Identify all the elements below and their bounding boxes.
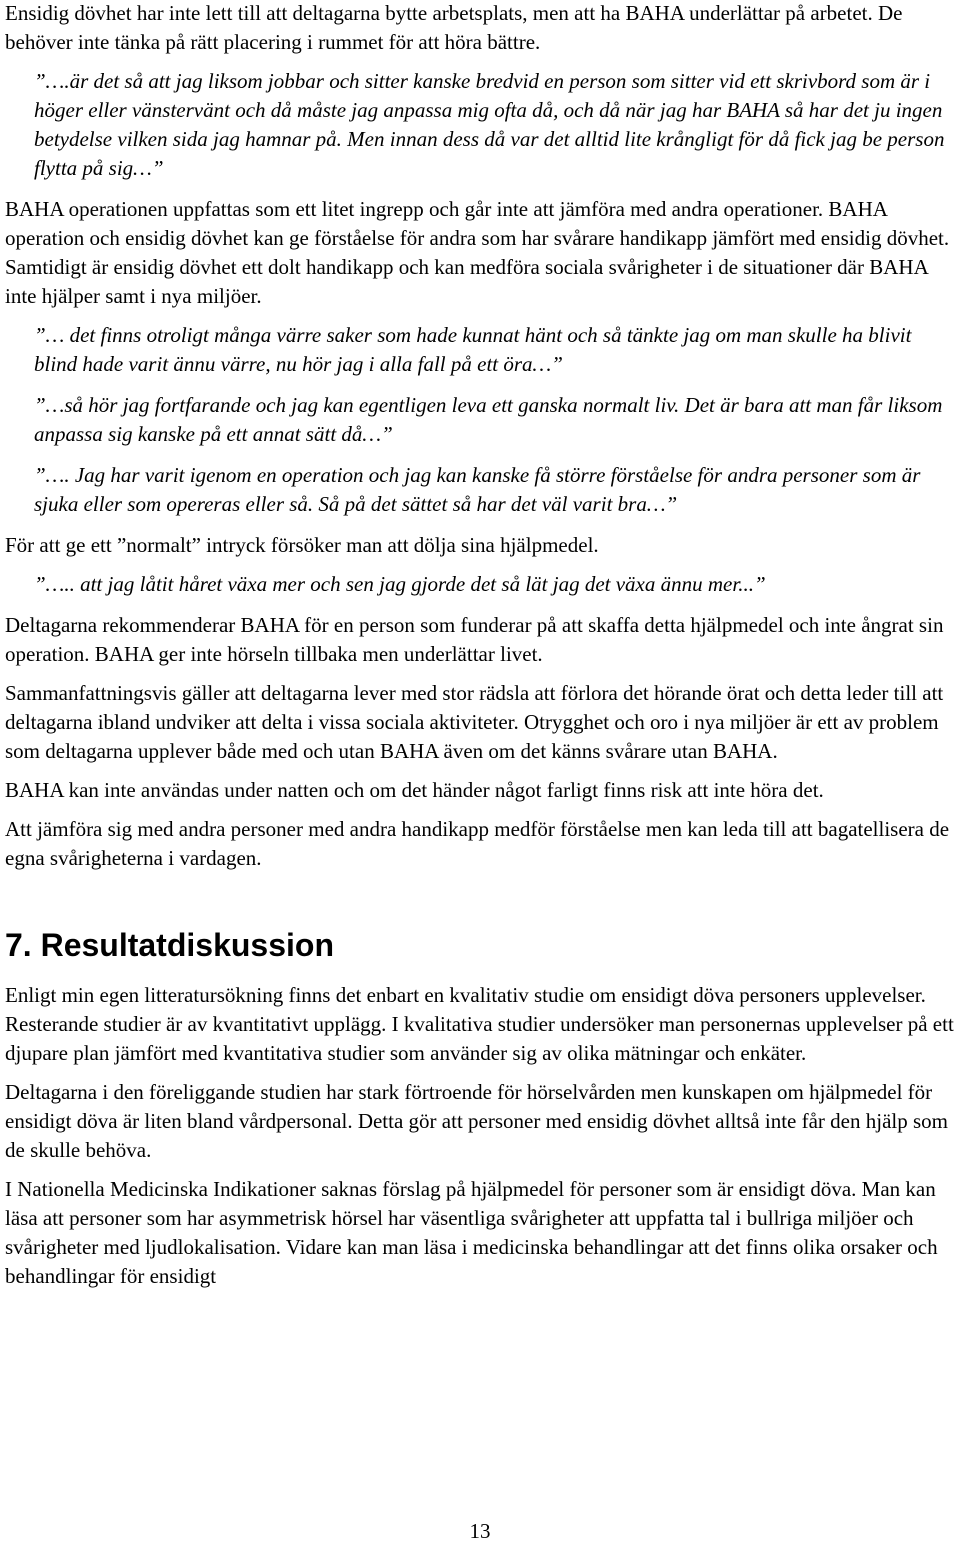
quote-desk-placement: ”….är det så att jag liksom jobbar och sitter kanske bredvid en person som sitter vid ett skrivbord som är i höger eller vänstervänt och då måste jag anpassa mig ofta då, och då när jag har BAHA så har det ju ingen betydelse vilken sida jag hamnar på. Men innan dess då var det alltid lite krångligt för då fick jag be person flytta på sig…” — [34, 69, 945, 180]
quote-normal-life: ”…så hör jag fortfarande och jag kan egentligen leva ett ganska normalt liv. Det är bara att man får liksom anpassa sig kanske på ett annat sätt då…” — [34, 393, 943, 446]
paragraph-hide-aids: För att ge ett ”normalt” intryck försöker man att dölja sina hjälpmedel. — [5, 533, 599, 557]
quote-worse-things: ”… det finns otroligt många värre saker som hade kunnat hänt och så tänkte jag om man skulle ha blivit blind hade varit ännu värre, nu hör jag i alla fall på ett öra…” — [34, 323, 912, 376]
paragraph-literature: Enligt min egen litteratursökning finns det enbart en kvalitativ studie om ensidigt döva personers upplevelser. Resterande studier är av kvantitativt upplägg. I kvalitativa studier undersöker man personernas upplevelser på ett djupare plan jämfört med kvantitativa studier som använder sig av olika mätningar och enkäter. — [5, 983, 954, 1065]
paragraph-indications: I Nationella Medicinska Indikationer saknas förslag på hjälpmedel för personer som är ensidigt döva. Man kan läsa att personer som har asymmetrisk hörsel har väsentliga svårigheter att uppfatta tal i bullriga miljöer och svårigheter med ljudlokalisation. Vidare kan man läsa i medicinska behandlingar att det finns olika orsaker och behandlingar för ensidigt — [5, 1177, 938, 1288]
quote-hair: ”….. att jag låtit håret växa mer och sen jag gjorde det så lät jag det växa ännu mer...” — [34, 572, 766, 596]
paragraph-trust: Deltagarna i den föreliggande studien har stark förtroende för hörselvården men kunskapen om hjälpmedel för ensidigt döva är liten bland vårdpersonal. Detta gör att personer med ensidig dövhet alltså inte får den hjälp som de skulle behöva. — [5, 1080, 948, 1162]
page-number: 13 — [469, 1519, 491, 1543]
paragraph-compare: Att jämföra sig med andra personer med andra handikapp medför förståelse men kan leda till att bagatellisera de egna svårigheterna i vardagen. — [5, 817, 950, 870]
section-heading: 7. Resultatdiskussion — [5, 927, 334, 963]
paragraph-night: BAHA kan inte användas under natten och om det händer något farligt finns risk att inte höra det. — [5, 778, 824, 802]
paragraph-operation: BAHA operationen uppfattas som ett litet ingrepp och går inte att jämföra med andra operationer. BAHA operation och ensidig dövhet kan ge förståelse för andra som har svårare handikapp jämfört med ensidig dövhet. Samtidigt är ensidig dövhet ett dolt handikapp och kan medföra sociala svårigheter i de situationer där BAHA inte hjälper samt i nya miljöer. — [5, 197, 950, 308]
paragraph-recommend: Deltagarna rekommenderar BAHA för en person som funderar på att skaffa detta hjälpmedel och inte ångrat sin operation. BAHA ger inte hörseln tillbaka men underlättar livet. — [5, 613, 944, 666]
paragraph-summary: Sammanfattningsvis gäller att deltagarna lever med stor rädsla att förlora det hörande örat och detta leder till att deltagarna ibland undviker att delta i vissa sociala aktiviteter. Otrygghet och oro i nya miljöer är ett av problem som deltagarna upplever både med och utan BAHA även om det känns svårare utan BAHA. — [5, 681, 944, 763]
paragraph-workplace: Ensidig dövhet har inte lett till att deltagarna bytte arbetsplats, men att ha BAHA underlättar på arbetet. De behöver inte tänka på rätt placering i rummet för att höra bättre. — [5, 1, 903, 54]
quote-understanding: ”…. Jag har varit igenom en operation och jag kan kanske få större förståelse för andra personer som är sjuka eller som opereras eller så. Så på det sättet så har det väl varit bra…” — [34, 463, 921, 516]
document-page — [5, 0, 955, 1301]
